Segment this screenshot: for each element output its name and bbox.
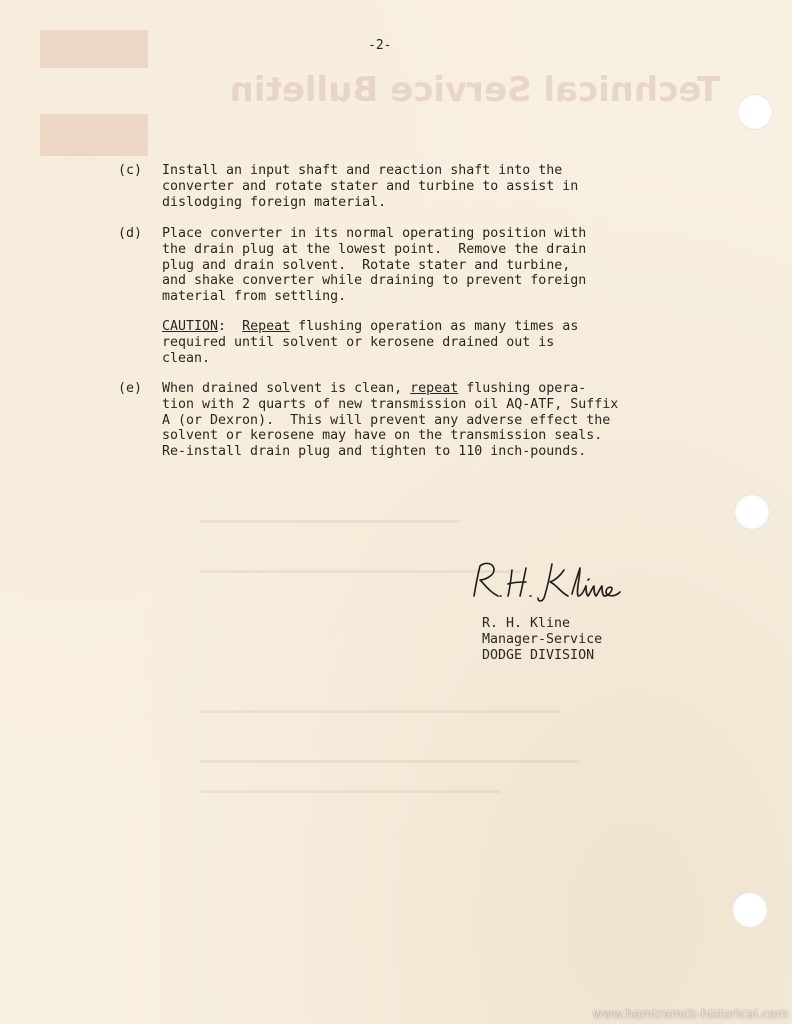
bleed-through-line [200,760,580,763]
binder-hole [737,94,773,130]
text-line: Install an input shaft and reaction shaft into the [162,163,563,178]
text-line: required until solvent or kerosene drained out is [162,334,555,350]
item-label: (c) [118,163,143,178]
text-line: converter and rotate stater and turbine to assist in [162,178,579,194]
text-line: Re-install drain plug and tighten to 110 inch-pounds. [162,444,587,460]
text-line: A (or Dexron). This will prevent any adverse effect the [162,412,611,428]
text-line: tion with 2 quarts of new transmission oil AQ-ATF, Suffix [162,396,619,412]
source-watermark: www.hamtramck-historical.com [592,1007,788,1021]
paragraph-body [162,163,722,210]
signature-block [482,616,602,663]
caution-word: CAUTION [162,319,219,334]
item-label: (e) [118,381,143,396]
text-line: dislodging foreign material. [162,194,387,210]
item-label: (d) [118,226,143,241]
caution-verb: Repeat [242,319,291,334]
bleed-through-line [200,520,460,523]
binder-hole [732,892,768,928]
handwritten-signature [464,556,628,608]
text-line: and shake converter while draining to prevent foreign [162,273,587,289]
signer-title: Manager-Service [482,631,603,647]
first-line [162,381,722,397]
binder-hole [734,494,770,530]
page-number: -2- [368,38,392,53]
caution-rest: flushing operation as many times as [290,319,579,334]
signer-name: R. H. Kline [482,616,571,631]
text-line: Place converter in its normal operating position with [162,226,587,241]
bleed-through-title: Technical Service Bulletin [229,70,720,110]
text-line: clean. [162,350,211,366]
text-line: plug and drain solvent. Rotate stater and turbine, [162,257,571,273]
text-line: the drain plug at the lowest point. Remove the drain [162,241,587,257]
caution-colon: : [218,319,243,334]
underlined-word: repeat [410,381,459,396]
text-segment: flushing opera- [458,381,587,396]
text-line: solvent or kerosene may have on the transmission seals. [162,428,603,444]
signer-division: DODGE DIVISION [482,647,595,663]
paragraph-body [162,381,722,460]
bleed-through-line [200,790,500,793]
caution-first-line [162,319,722,335]
caution-body [162,319,722,366]
bleed-through-logo [40,30,148,156]
text-line: material from settling. [162,289,347,305]
bleed-through-line [200,710,560,713]
text-segment: When drained solvent is clean, [162,381,411,396]
paragraph-body [162,226,722,305]
